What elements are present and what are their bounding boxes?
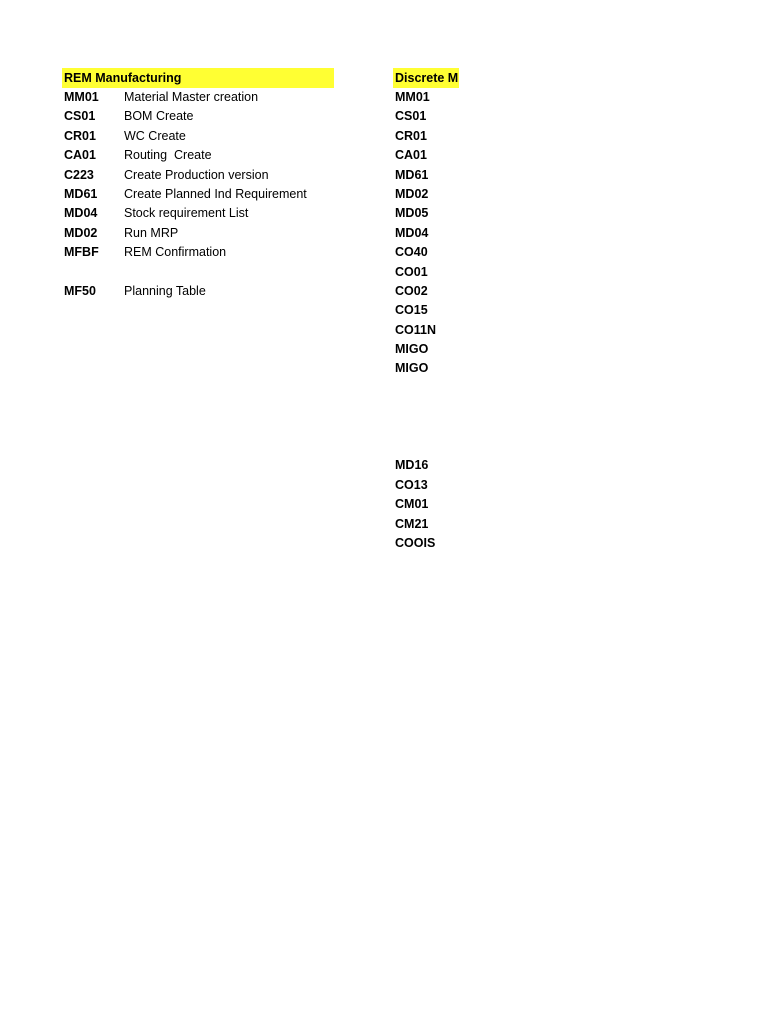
discrete-row: [393, 321, 463, 340]
rem-description: Run MRP: [124, 225, 179, 240]
discrete-code: CO15: [395, 303, 428, 318]
discrete-code: MD04: [395, 225, 429, 240]
discrete-row: [393, 146, 463, 165]
empty-row: [393, 418, 463, 437]
discrete-row: [393, 534, 463, 553]
discrete-row: [393, 224, 463, 243]
rem-row: [62, 243, 334, 262]
discrete-code: CM21: [395, 516, 429, 531]
discrete-row: [393, 204, 463, 223]
discrete-header: Discrete M: [393, 68, 459, 88]
discrete-row: [393, 301, 463, 320]
rem-row: [62, 185, 334, 204]
discrete-code: MD16: [395, 458, 429, 473]
discrete-code: CO40: [395, 245, 428, 260]
discrete-row: [393, 515, 463, 534]
empty-row: [393, 398, 463, 417]
rem-code: CS01: [64, 109, 96, 124]
discrete-code: MIGO: [395, 342, 429, 357]
rem-code: MFBF: [64, 245, 99, 260]
rem-row: [62, 204, 334, 223]
discrete-row: [393, 476, 463, 495]
rem-row: [62, 224, 334, 243]
rem-row: [62, 107, 334, 126]
discrete-code: CO11N: [395, 322, 436, 337]
rem-code: C223: [64, 167, 94, 182]
discrete-code: CO01: [395, 264, 428, 279]
empty-row: [62, 263, 334, 282]
discrete-code: MD02: [395, 186, 429, 201]
rem-description: Planning Table: [124, 283, 206, 298]
discrete-row: [393, 243, 463, 262]
discrete-row: [393, 263, 463, 282]
discrete-row: [393, 107, 463, 126]
discrete-code: CS01: [395, 109, 427, 124]
discrete-code: MD61: [395, 167, 429, 182]
rem-row: [62, 127, 334, 146]
rem-row: [62, 282, 334, 301]
rem-code: MD02: [64, 225, 98, 240]
rem-description: Stock requirement List: [124, 206, 249, 221]
discrete-code: CO02: [395, 283, 428, 298]
discrete-code: MIGO: [395, 361, 429, 376]
rem-description: BOM Create: [124, 109, 194, 124]
discrete-row: [393, 88, 463, 107]
discrete-row: [393, 127, 463, 146]
rem-code: CR01: [64, 128, 96, 143]
discrete-row: [393, 340, 463, 359]
discrete-manufacturing-column: [393, 68, 463, 553]
empty-row: [393, 379, 463, 398]
discrete-code: CA01: [395, 148, 427, 163]
discrete-row: [393, 495, 463, 514]
discrete-code: MD05: [395, 206, 429, 221]
rem-code: MF50: [64, 283, 96, 298]
rem-row: [62, 166, 334, 185]
discrete-code: CM01: [395, 497, 429, 512]
discrete-row: [393, 185, 463, 204]
rem-code: MM01: [64, 90, 99, 104]
discrete-row: [393, 359, 463, 378]
discrete-code: CO13: [395, 477, 428, 492]
discrete-code: MM01: [395, 90, 430, 104]
rem-description: Create Planned Ind Requirement: [124, 186, 307, 201]
rem-description: Routing Create: [124, 148, 212, 163]
rem-description: Material Master creation: [124, 90, 259, 104]
rem-manufacturing-column: [62, 68, 334, 301]
rem-header: REM Manufacturing: [62, 68, 334, 88]
discrete-row: [393, 166, 463, 185]
rem-code: CA01: [64, 148, 96, 163]
discrete-row: [393, 282, 463, 301]
discrete-row: [393, 456, 463, 475]
rem-description: Create Production version: [124, 167, 269, 182]
rem-code: MD61: [64, 186, 98, 201]
discrete-code: COOIS: [395, 535, 436, 550]
rem-description: WC Create: [124, 128, 186, 143]
rem-row: [62, 146, 334, 165]
rem-row: [62, 88, 334, 107]
rem-description: REM Confirmation: [124, 245, 227, 260]
rem-code: MD04: [64, 206, 98, 221]
empty-row: [393, 437, 463, 456]
discrete-code: CR01: [395, 128, 427, 143]
